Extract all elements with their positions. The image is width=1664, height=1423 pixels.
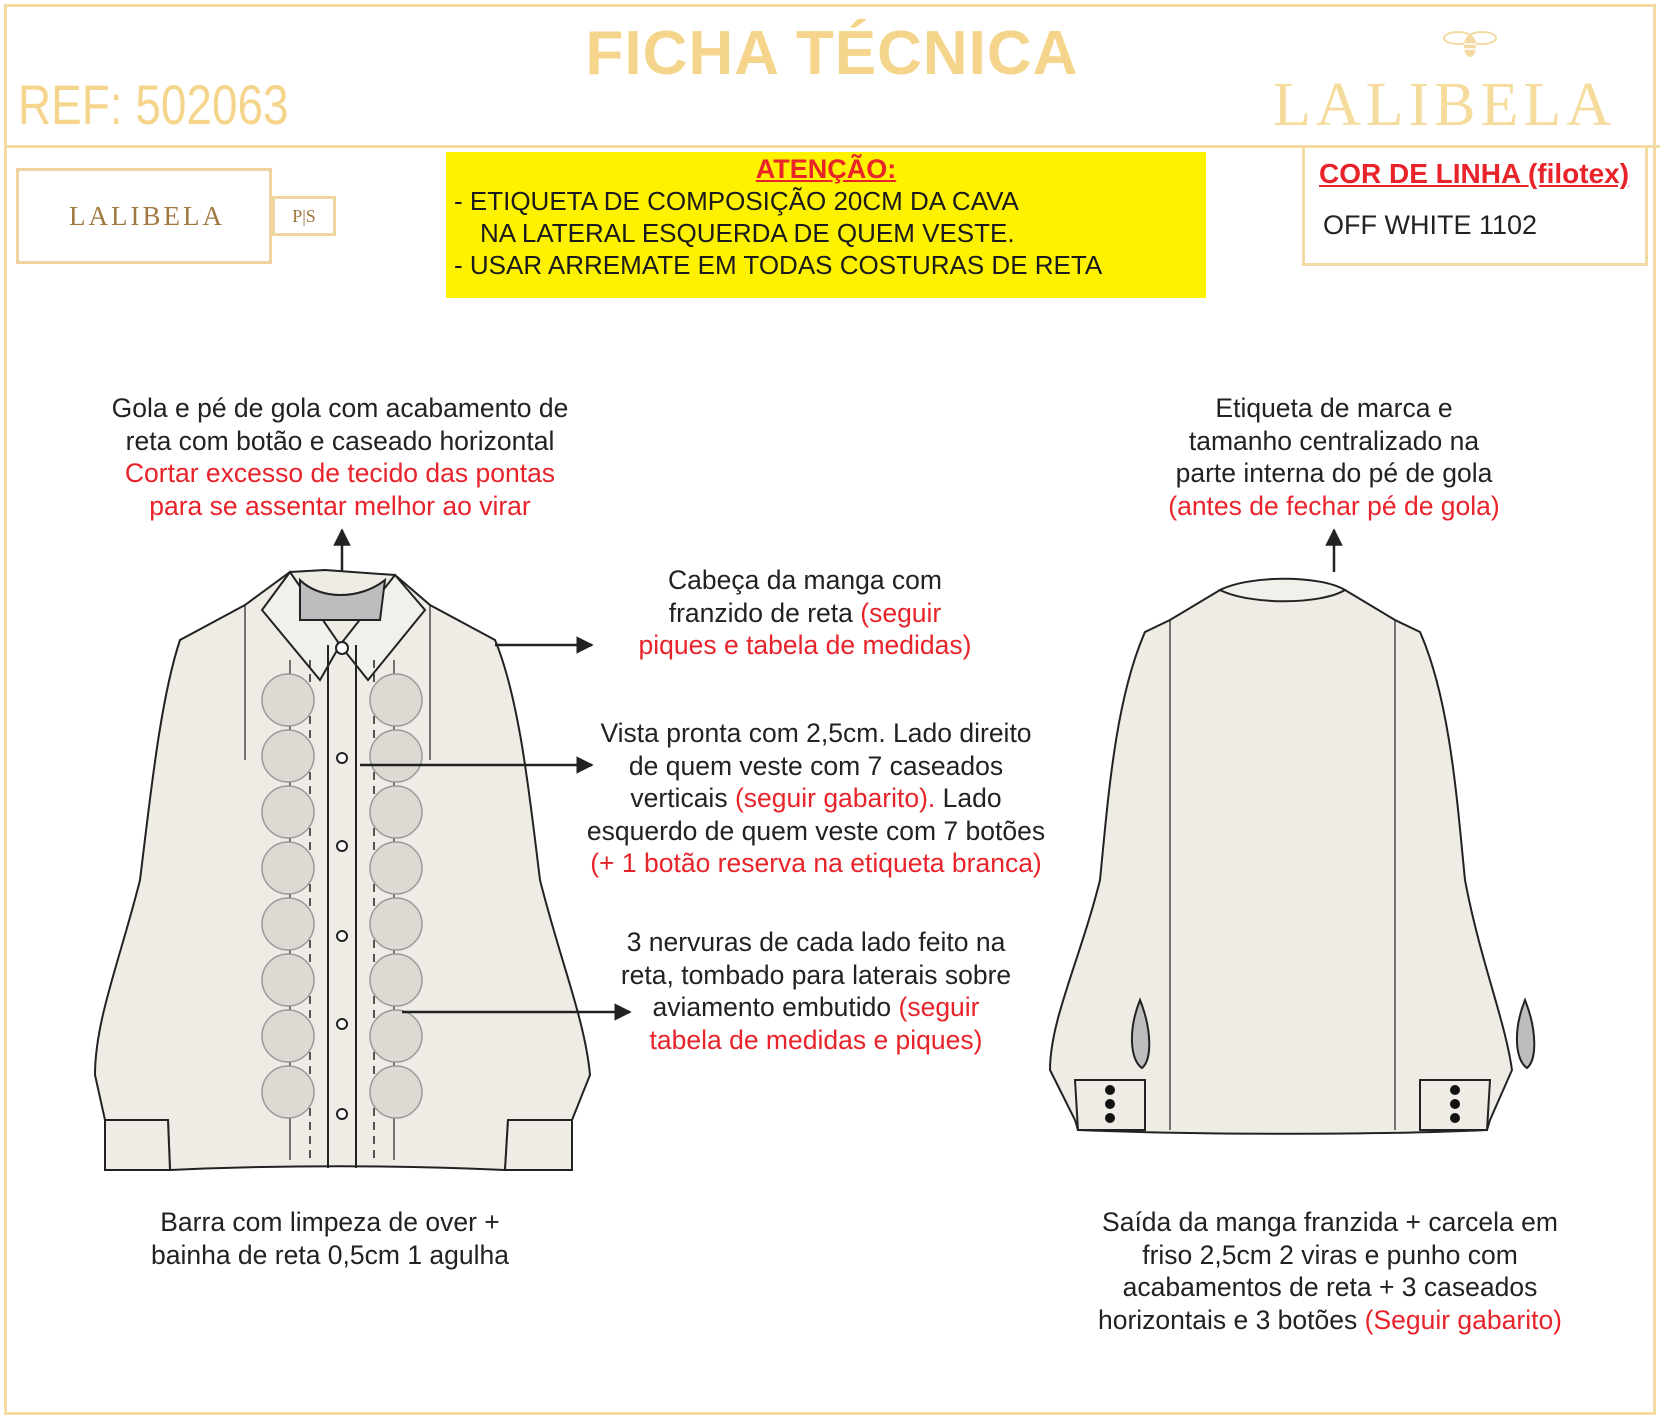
- attention-heading: ATENÇÃO:: [755, 154, 897, 184]
- note-hem: Barra com limpeza de over + bainha de reta 0,5cm 1 agulha: [150, 1207, 509, 1270]
- thread-color-heading: COR DE LINHA (filotex): [1319, 158, 1630, 189]
- brand-logo: LALIBELA: [1272, 71, 1616, 139]
- attention-line: NA LATERAL ESQUERDA DE QUEM VESTE.: [480, 218, 1015, 248]
- back-shirt-drawing: [1050, 579, 1534, 1134]
- note-tucks: 3 nervuras de cada lado feito na reta, tombado para laterais sobre aviamento embutido (seguir tabela de medidas e piques): [620, 927, 1012, 1055]
- label-brand-name: LALIBELA: [69, 201, 225, 231]
- size-label-sample: P|S: [272, 196, 336, 236]
- note-sleeve-head: Cabeça da manga com franzido de reta (seguir piques e tabela de medidas): [638, 565, 972, 660]
- thread-color-value: OFF WHITE 1102: [1323, 210, 1538, 240]
- front-shirt-drawing: [95, 570, 590, 1170]
- note-collar: Gola e pé de gola com acabamento de reta com botão e caseado horizontal Cortar excesso de tecido das pontas para se assentar melhor ao virar: [111, 393, 569, 521]
- attention-line: - ETIQUETA DE COMPOSIÇÃO 20CM DA CAVA: [454, 186, 1019, 216]
- note-brand-label: Etiqueta de marca e tamanho centralizado na parte interna do pé de gola (antes de fechar pé de gola): [1168, 393, 1500, 521]
- attention-line: - USAR ARREMATE EM TODAS COSTURAS DE RETA: [454, 250, 1103, 280]
- note-placket: Vista pronta com 2,5cm. Lado direito de quem veste com 7 caseados verticais (seguir gabarito). Lado esquerdo de quem veste com 7 botões (+ 1 botão reserva na etiqueta branca): [586, 718, 1046, 878]
- reference-code: REF: 502063: [18, 73, 289, 136]
- note-cuff: Saída da manga franzida + carcela em friso 2,5cm 2 viras e punho com acabamentos de reta + 3 caseados horizontais e 3 botões (Seguir gabarito): [1097, 1207, 1563, 1335]
- page-title: FICHA TÉCNICA: [585, 19, 1079, 88]
